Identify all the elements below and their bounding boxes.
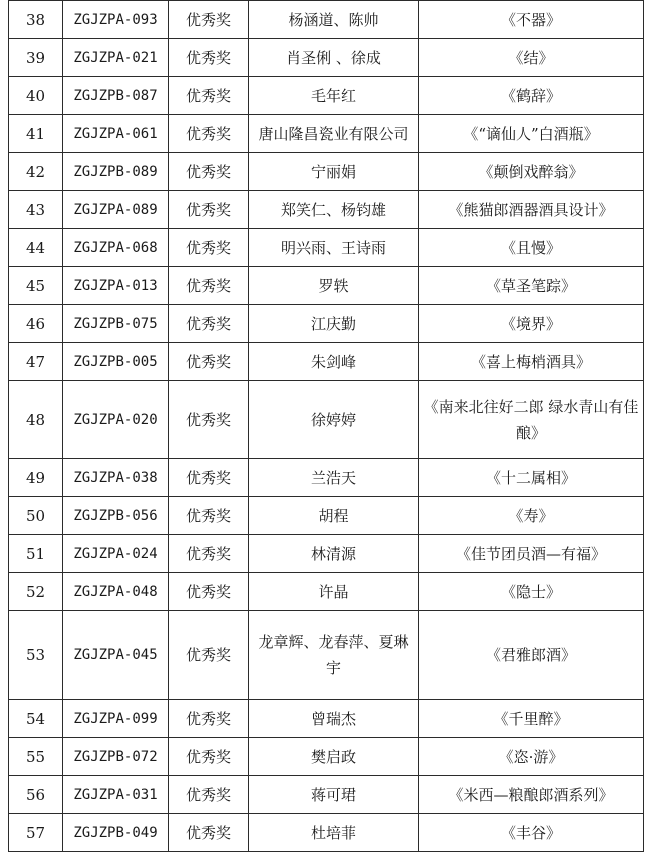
cell-award: 优秀奖 (169, 39, 249, 77)
cell-author: 龙章辉、龙春萍、夏琳宇 (249, 611, 419, 700)
cell-work-title: 《鹤辞》 (419, 77, 644, 115)
table-row (9, 115, 644, 153)
cell-work-title: 《米西—粮酿郎酒系列》 (419, 776, 644, 814)
cell-award: 优秀奖 (169, 1, 249, 39)
cell-award: 优秀奖 (169, 343, 249, 381)
cell-work-title: 《君雅郎酒》 (419, 611, 644, 700)
cell-number: 43 (9, 191, 63, 229)
cell-entry-code: ZGJZPB-089 (63, 153, 169, 191)
cell-number: 44 (9, 229, 63, 267)
cell-entry-code: ZGJZPA-038 (63, 459, 169, 497)
cell-work-title: 《不器》 (419, 1, 644, 39)
table-row (9, 459, 644, 497)
cell-author: 徐婷婷 (249, 381, 419, 459)
cell-entry-code: ZGJZPA-068 (63, 229, 169, 267)
table-row (9, 497, 644, 535)
cell-award: 优秀奖 (169, 700, 249, 738)
cell-award: 优秀奖 (169, 229, 249, 267)
cell-author: 朱剑峰 (249, 343, 419, 381)
cell-author: 肖圣俐 、徐成 (249, 39, 419, 77)
table-row (9, 343, 644, 381)
cell-work-title: 《熊猫郎酒器酒具设计》 (419, 191, 644, 229)
cell-author: 江庆勤 (249, 305, 419, 343)
table-row (9, 77, 644, 115)
cell-work-title: 《千里醉》 (419, 700, 644, 738)
cell-work-title: 《结》 (419, 39, 644, 77)
table-row (9, 153, 644, 191)
cell-entry-code: ZGJZPB-075 (63, 305, 169, 343)
table-row (9, 229, 644, 267)
cell-award: 优秀奖 (169, 611, 249, 700)
table-row (9, 191, 644, 229)
cell-work-title: 《“谪仙人”白酒瓶》 (419, 115, 644, 153)
cell-number: 50 (9, 497, 63, 535)
cell-author: 曾瑞杰 (249, 700, 419, 738)
cell-author: 毛年红 (249, 77, 419, 115)
cell-work-title: 《丰谷》 (419, 814, 644, 852)
table-row (9, 305, 644, 343)
cell-award: 优秀奖 (169, 115, 249, 153)
cell-number: 48 (9, 381, 63, 459)
cell-entry-code: ZGJZPA-031 (63, 776, 169, 814)
cell-entry-code: ZGJZPA-061 (63, 115, 169, 153)
cell-author: 明兴雨、王诗雨 (249, 229, 419, 267)
cell-entry-code: ZGJZPA-045 (63, 611, 169, 700)
cell-entry-code: ZGJZPA-021 (63, 39, 169, 77)
cell-entry-code: ZGJZPB-049 (63, 814, 169, 852)
cell-award: 优秀奖 (169, 497, 249, 535)
cell-entry-code: ZGJZPB-087 (63, 77, 169, 115)
cell-number: 42 (9, 153, 63, 191)
table-row (9, 700, 644, 738)
cell-author: 杨涵道、陈帅 (249, 1, 419, 39)
cell-work-title: 《寿》 (419, 497, 644, 535)
cell-number: 49 (9, 459, 63, 497)
table-row (9, 573, 644, 611)
cell-entry-code: ZGJZPA-013 (63, 267, 169, 305)
cell-number: 47 (9, 343, 63, 381)
cell-award: 优秀奖 (169, 738, 249, 776)
awards-table (8, 0, 644, 852)
cell-work-title: 《隐士》 (419, 573, 644, 611)
table-row (9, 814, 644, 852)
cell-work-title: 《境界》 (419, 305, 644, 343)
table-row (9, 381, 644, 459)
cell-number: 40 (9, 77, 63, 115)
cell-award: 优秀奖 (169, 459, 249, 497)
cell-work-title: 《佳节团员酒—有福》 (419, 535, 644, 573)
cell-award: 优秀奖 (169, 267, 249, 305)
cell-work-title: 《草圣笔踪》 (419, 267, 644, 305)
table-row (9, 1, 644, 39)
cell-author: 兰浩天 (249, 459, 419, 497)
cell-award: 优秀奖 (169, 573, 249, 611)
cell-number: 51 (9, 535, 63, 573)
table-row (9, 776, 644, 814)
cell-author: 胡程 (249, 497, 419, 535)
cell-author: 罗轶 (249, 267, 419, 305)
cell-author: 蒋可珺 (249, 776, 419, 814)
cell-work-title: 《恣·游》 (419, 738, 644, 776)
cell-work-title: 《且慢》 (419, 229, 644, 267)
cell-entry-code: ZGJZPA-099 (63, 700, 169, 738)
cell-entry-code: ZGJZPA-020 (63, 381, 169, 459)
cell-entry-code: ZGJZPB-005 (63, 343, 169, 381)
cell-entry-code: ZGJZPA-093 (63, 1, 169, 39)
cell-number: 46 (9, 305, 63, 343)
cell-number: 56 (9, 776, 63, 814)
cell-work-title: 《颠倒戏醉翁》 (419, 153, 644, 191)
cell-author: 宁丽娟 (249, 153, 419, 191)
cell-work-title: 《南来北往好二郎 绿水青山有佳酿》 (419, 381, 644, 459)
cell-work-title: 《喜上梅梢酒具》 (419, 343, 644, 381)
cell-entry-code: ZGJZPB-056 (63, 497, 169, 535)
cell-author: 杜培菲 (249, 814, 419, 852)
cell-number: 41 (9, 115, 63, 153)
cell-number: 39 (9, 39, 63, 77)
cell-author: 林清源 (249, 535, 419, 573)
cell-entry-code: ZGJZPA-089 (63, 191, 169, 229)
cell-author: 许晶 (249, 573, 419, 611)
cell-number: 38 (9, 1, 63, 39)
cell-work-title: 《十二属相》 (419, 459, 644, 497)
cell-number: 52 (9, 573, 63, 611)
cell-award: 优秀奖 (169, 381, 249, 459)
cell-number: 45 (9, 267, 63, 305)
table-row (9, 267, 644, 305)
cell-entry-code: ZGJZPA-024 (63, 535, 169, 573)
cell-number: 55 (9, 738, 63, 776)
cell-award: 优秀奖 (169, 535, 249, 573)
cell-entry-code: ZGJZPB-072 (63, 738, 169, 776)
cell-award: 优秀奖 (169, 77, 249, 115)
cell-author: 樊启政 (249, 738, 419, 776)
cell-number: 53 (9, 611, 63, 700)
table-row (9, 39, 644, 77)
cell-number: 57 (9, 814, 63, 852)
awards-table-body (9, 1, 644, 852)
cell-award: 优秀奖 (169, 305, 249, 343)
table-row (9, 535, 644, 573)
cell-number: 54 (9, 700, 63, 738)
table-row (9, 611, 644, 700)
cell-award: 优秀奖 (169, 776, 249, 814)
cell-award: 优秀奖 (169, 814, 249, 852)
table-row (9, 738, 644, 776)
cell-award: 优秀奖 (169, 153, 249, 191)
cell-author: 郑笑仁、杨钧雄 (249, 191, 419, 229)
cell-author: 唐山隆昌瓷业有限公司 (249, 115, 419, 153)
cell-entry-code: ZGJZPA-048 (63, 573, 169, 611)
cell-award: 优秀奖 (169, 191, 249, 229)
